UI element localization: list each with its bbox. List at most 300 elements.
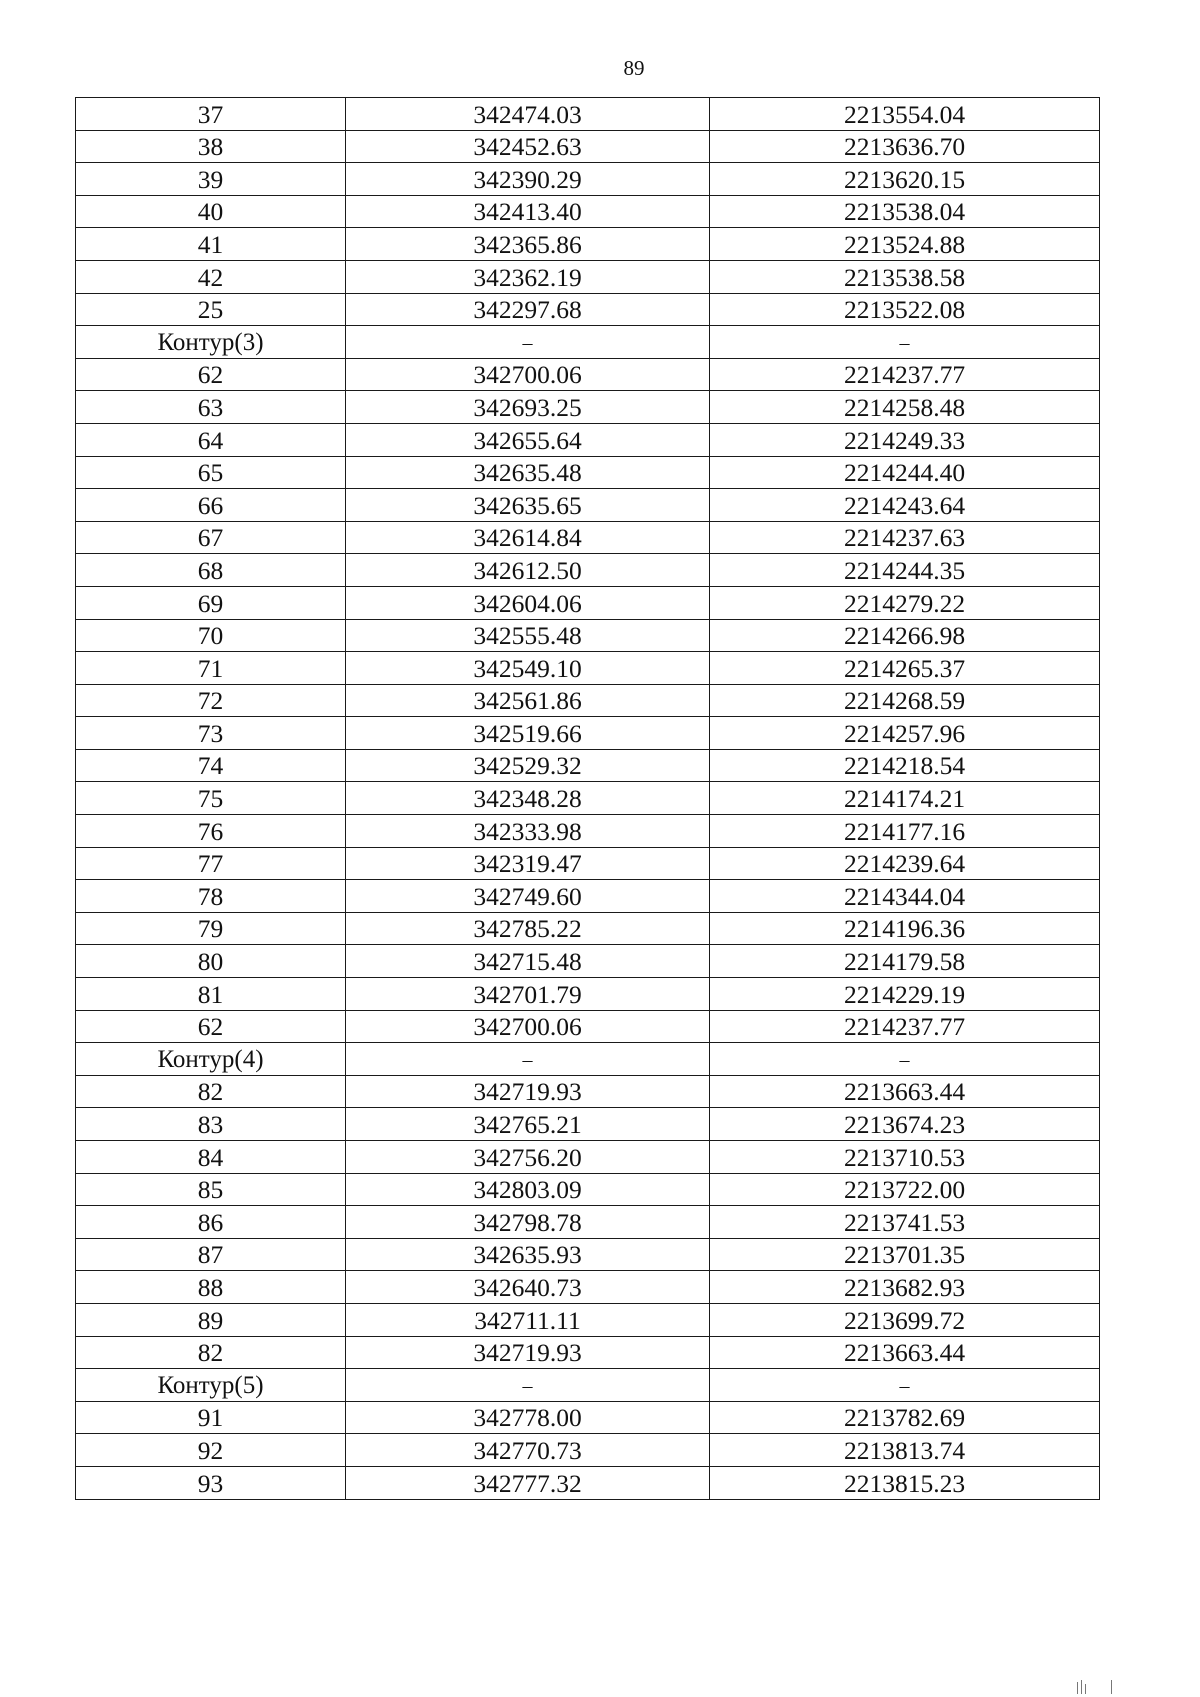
scan-artifact: [1075, 1680, 1115, 1694]
table-row: [76, 1238, 1100, 1271]
point-cell-text: 68: [197, 555, 224, 585]
y-coordinate-cell: [710, 1108, 1100, 1141]
contour-header-row: [76, 1043, 1100, 1076]
table-row: [76, 945, 1100, 978]
point-cell-text: 38: [197, 132, 224, 162]
x-coordinate-cell-text: 342635.48: [473, 458, 582, 488]
point-cell: [76, 554, 346, 587]
y-coordinate-cell: [710, 912, 1100, 945]
x-coordinate-cell: [346, 815, 710, 848]
x-coordinate-cell: [346, 1401, 710, 1434]
point-cell-text: 91: [197, 1403, 224, 1433]
y-coordinate-cell: [710, 554, 1100, 587]
point-cell-text: 79: [197, 914, 224, 944]
y-coordinate-cell: [710, 489, 1100, 522]
point-cell-text: 41: [197, 229, 224, 259]
point-cell: [76, 98, 346, 131]
point-cell: [76, 163, 346, 196]
point-cell: [76, 586, 346, 619]
dash-placeholder: –: [899, 1048, 910, 1071]
x-coordinate-cell: [346, 358, 710, 391]
y-coordinate-cell-text: 2213663.44: [843, 1077, 966, 1107]
dash-placeholder: –: [522, 1048, 533, 1071]
point-cell-text: 62: [197, 1012, 224, 1042]
point-cell-text: 75: [197, 784, 224, 814]
x-coordinate-cell-text: 342635.93: [473, 1240, 582, 1270]
table-row: [76, 1271, 1100, 1304]
point-cell-text: 73: [197, 718, 224, 748]
table-row: [76, 1434, 1100, 1467]
y-coordinate-cell-text: 2214243.64: [843, 490, 966, 520]
x-coordinate-cell-text: 342785.22: [473, 914, 582, 944]
y-coordinate-cell: [710, 880, 1100, 913]
table-row: [76, 978, 1100, 1011]
y-coordinate-cell: [710, 1206, 1100, 1239]
table-row: [76, 1108, 1100, 1141]
y-coordinate-cell: [710, 1434, 1100, 1467]
point-cell-text: 85: [197, 1175, 224, 1205]
point-cell: [76, 978, 346, 1011]
y-coordinate-cell: [710, 1043, 1100, 1076]
x-coordinate-cell-text: 342519.66: [473, 718, 582, 748]
point-cell: [76, 847, 346, 880]
y-coordinate-cell-text: 2214265.37: [843, 653, 966, 683]
y-coordinate-cell: [710, 847, 1100, 880]
x-coordinate-cell: [346, 782, 710, 815]
point-cell: [76, 521, 346, 554]
y-coordinate-cell-text: 2213620.15: [843, 164, 966, 194]
y-coordinate-cell-text: 2213554.04: [843, 99, 966, 129]
table-row: [76, 423, 1100, 456]
y-coordinate-cell: [710, 586, 1100, 619]
x-coordinate-cell: [346, 1434, 710, 1467]
x-coordinate-cell: [346, 456, 710, 489]
x-coordinate-cell-text: 342413.40: [473, 197, 582, 227]
x-coordinate-cell: [346, 1173, 710, 1206]
y-coordinate-cell-text: 2213682.93: [843, 1272, 966, 1302]
y-coordinate-cell: [710, 260, 1100, 293]
point-cell: [76, 1108, 346, 1141]
point-cell-text: 77: [197, 849, 224, 879]
y-coordinate-cell: [710, 456, 1100, 489]
page-number: 89: [623, 56, 645, 80]
point-cell-text: 39: [197, 164, 224, 194]
point-cell: [76, 489, 346, 522]
y-coordinate-cell-text: 2214244.40: [843, 458, 966, 488]
y-coordinate-cell: [710, 423, 1100, 456]
y-coordinate-cell-text: 2214244.35: [843, 555, 966, 585]
point-cell: [76, 195, 346, 228]
point-cell-text: 62: [197, 360, 224, 390]
x-coordinate-cell: [346, 98, 710, 131]
x-coordinate-cell: [346, 1271, 710, 1304]
y-coordinate-cell-text: 2214237.77: [843, 1012, 966, 1042]
x-coordinate-cell: [346, 423, 710, 456]
y-coordinate-cell-text: 2213674.23: [843, 1110, 966, 1139]
x-coordinate-cell-text: 342640.73: [473, 1272, 582, 1302]
y-coordinate-cell: [710, 1173, 1100, 1206]
point-cell-text: 69: [197, 588, 224, 618]
y-coordinate-cell-text: 2214179.58: [843, 947, 966, 977]
x-coordinate-cell-text: 342390.29: [473, 164, 582, 194]
x-coordinate-cell: [346, 945, 710, 978]
x-coordinate-cell: [346, 326, 710, 359]
x-coordinate-cell: [346, 912, 710, 945]
y-coordinate-cell: [710, 358, 1100, 391]
x-coordinate-cell: [346, 749, 710, 782]
y-coordinate-cell-text: 2214239.64: [843, 849, 966, 879]
table-row: [76, 749, 1100, 782]
y-coordinate-cell: [710, 1238, 1100, 1271]
y-coordinate-cell: [710, 228, 1100, 261]
x-coordinate-cell: [346, 130, 710, 163]
point-cell-text: 65: [197, 458, 224, 488]
x-coordinate-cell-text: 342777.32: [473, 1468, 582, 1498]
x-coordinate-cell: [346, 619, 710, 652]
contour-header-row: [76, 326, 1100, 359]
x-coordinate-cell: [346, 1336, 710, 1369]
point-cell: [76, 1369, 346, 1402]
x-coordinate-cell-text: 342614.84: [473, 523, 582, 553]
point-cell: [76, 912, 346, 945]
y-coordinate-cell: [710, 749, 1100, 782]
y-coordinate-cell-text: 2213741.53: [843, 1207, 966, 1237]
table-row: [76, 521, 1100, 554]
point-cell: [76, 326, 346, 359]
point-cell: [76, 782, 346, 815]
table-row: [76, 489, 1100, 522]
x-coordinate-cell-text: 342635.65: [473, 490, 582, 520]
x-coordinate-cell-text: 342711.11: [474, 1305, 581, 1335]
y-coordinate-cell: [710, 163, 1100, 196]
x-coordinate-cell: [346, 1075, 710, 1108]
point-cell-text: 64: [197, 425, 224, 455]
dash-placeholder: –: [899, 331, 910, 354]
y-coordinate-cell-text: 2213699.72: [843, 1305, 966, 1335]
point-cell-text: 71: [197, 653, 224, 683]
y-coordinate-cell-text: 2214257.96: [843, 718, 966, 748]
point-cell: [76, 293, 346, 326]
table-row: [76, 554, 1100, 587]
y-coordinate-cell: [710, 326, 1100, 359]
point-cell: [76, 684, 346, 717]
table-row: [76, 1075, 1100, 1108]
point-cell: [76, 815, 346, 848]
point-cell: [76, 945, 346, 978]
x-coordinate-cell: [346, 391, 710, 424]
y-coordinate-cell-text: 2214249.33: [843, 425, 966, 455]
x-coordinate-cell: [346, 1043, 710, 1076]
x-coordinate-cell: [346, 1010, 710, 1043]
x-coordinate-cell-text: 342803.09: [473, 1175, 582, 1205]
y-coordinate-cell-text: 2213815.23: [843, 1468, 966, 1498]
x-coordinate-cell: [346, 260, 710, 293]
point-cell: [76, 652, 346, 685]
x-coordinate-cell-text: 342555.48: [473, 621, 582, 651]
point-cell-text: 25: [197, 295, 224, 325]
point-cell-text: 40: [197, 197, 224, 227]
x-coordinate-cell: [346, 684, 710, 717]
point-cell: [76, 228, 346, 261]
y-coordinate-cell-text: 2214279.22: [843, 588, 966, 618]
point-cell: [76, 1010, 346, 1043]
x-coordinate-cell: [346, 163, 710, 196]
x-coordinate-cell: [346, 1466, 710, 1499]
x-coordinate-cell-text: 342765.21: [473, 1110, 582, 1139]
table-row: [76, 1466, 1100, 1499]
x-coordinate-cell: [346, 228, 710, 261]
table-row: [76, 98, 1100, 131]
y-coordinate-cell: [710, 391, 1100, 424]
point-cell-text: 78: [197, 881, 224, 911]
table-row: [76, 260, 1100, 293]
table-row: [76, 1336, 1100, 1369]
point-cell: [76, 130, 346, 163]
point-cell: [76, 1336, 346, 1369]
table-row: [76, 586, 1100, 619]
x-coordinate-cell-text: 342715.48: [473, 947, 582, 977]
point-cell-text: 86: [197, 1207, 224, 1237]
y-coordinate-cell-text: 2213813.74: [843, 1435, 966, 1465]
point-cell: [76, 749, 346, 782]
point-cell-text: 67: [197, 523, 224, 553]
x-coordinate-cell-text: 342362.19: [473, 262, 582, 292]
point-cell-text: 70: [197, 621, 224, 651]
table-row: [76, 391, 1100, 424]
point-cell: [76, 1043, 346, 1076]
point-cell-text: 42: [197, 262, 224, 292]
point-cell: [76, 880, 346, 913]
table-row: [76, 195, 1100, 228]
y-coordinate-cell: [710, 717, 1100, 750]
table-row: [76, 1010, 1100, 1043]
y-coordinate-cell: [710, 1010, 1100, 1043]
y-coordinate-cell-text: 2213722.00: [843, 1175, 966, 1205]
y-coordinate-cell: [710, 293, 1100, 326]
table-row: [76, 847, 1100, 880]
point-cell: [76, 1141, 346, 1174]
x-coordinate-cell-text: 342655.64: [473, 425, 582, 455]
x-coordinate-cell: [346, 554, 710, 587]
y-coordinate-cell-text: 2214174.21: [843, 784, 966, 814]
table-row: [76, 1141, 1100, 1174]
table-row: [76, 456, 1100, 489]
y-coordinate-cell-text: 2214196.36: [843, 914, 966, 944]
x-coordinate-cell-text: 342778.00: [473, 1403, 582, 1433]
point-cell-text: Контур(4): [157, 1045, 264, 1073]
x-coordinate-cell-text: 342719.93: [473, 1338, 582, 1368]
y-coordinate-cell-text: 2214237.77: [843, 360, 966, 390]
table-row: [76, 228, 1100, 261]
y-coordinate-cell-text: 2213701.35: [843, 1240, 966, 1270]
y-coordinate-cell-text: 2213522.08: [843, 295, 966, 325]
x-coordinate-cell-text: 342561.86: [473, 686, 582, 716]
point-cell-text: 72: [197, 686, 224, 716]
point-cell-text: 74: [197, 751, 224, 781]
x-coordinate-cell-text: 342319.47: [473, 849, 582, 879]
table-row: [76, 717, 1100, 750]
x-coordinate-cell: [346, 1303, 710, 1336]
point-cell: [76, 1271, 346, 1304]
point-cell: [76, 1206, 346, 1239]
y-coordinate-cell-text: 2213636.70: [843, 132, 966, 162]
point-cell: [76, 717, 346, 750]
y-coordinate-cell: [710, 521, 1100, 554]
point-cell-text: 88: [197, 1272, 224, 1302]
x-coordinate-cell-text: 342333.98: [473, 816, 582, 846]
point-cell-text: 66: [197, 490, 224, 520]
coordinates-table-body: [76, 98, 1100, 1500]
x-coordinate-cell: [346, 489, 710, 522]
table-row: [76, 912, 1100, 945]
point-cell-text: 82: [197, 1077, 224, 1107]
point-cell: [76, 1303, 346, 1336]
x-coordinate-cell-text: 342474.03: [473, 99, 582, 129]
point-cell-text: 89: [197, 1305, 224, 1335]
point-cell-text: 92: [197, 1435, 224, 1465]
point-cell-text: 80: [197, 947, 224, 977]
point-cell-text: Контур(5): [157, 1371, 264, 1399]
table-row: [76, 293, 1100, 326]
y-coordinate-cell: [710, 619, 1100, 652]
y-coordinate-cell-text: 2214266.98: [843, 621, 966, 651]
x-coordinate-cell-text: 342549.10: [473, 653, 582, 683]
point-cell-text: 37: [197, 99, 224, 129]
y-coordinate-cell: [710, 98, 1100, 131]
point-cell: [76, 1075, 346, 1108]
point-cell: [76, 1466, 346, 1499]
point-cell: [76, 260, 346, 293]
x-coordinate-cell-text: 342693.25: [473, 392, 582, 422]
y-coordinate-cell: [710, 782, 1100, 815]
y-coordinate-cell-text: 2213538.04: [843, 197, 966, 227]
x-coordinate-cell-text: 342612.50: [473, 555, 582, 585]
x-coordinate-cell: [346, 978, 710, 1011]
y-coordinate-cell: [710, 815, 1100, 848]
x-coordinate-cell: [346, 293, 710, 326]
y-coordinate-cell-text: 2213538.58: [843, 262, 966, 292]
table-row: [76, 684, 1100, 717]
point-cell: [76, 391, 346, 424]
dash-placeholder: –: [899, 1374, 910, 1397]
point-cell: [76, 423, 346, 456]
y-coordinate-cell-text: 2214177.16: [843, 816, 966, 846]
y-coordinate-cell-text: 2214344.04: [843, 881, 966, 911]
x-coordinate-cell: [346, 1141, 710, 1174]
y-coordinate-cell: [710, 1336, 1100, 1369]
table-row: [76, 1206, 1100, 1239]
x-coordinate-cell: [346, 880, 710, 913]
x-coordinate-cell-text: 342529.32: [473, 751, 582, 781]
point-cell-text: 87: [197, 1240, 224, 1270]
x-coordinate-cell-text: 342770.73: [473, 1435, 582, 1465]
x-coordinate-cell-text: 342604.06: [473, 588, 582, 618]
table-row: [76, 1303, 1100, 1336]
x-coordinate-cell: [346, 1108, 710, 1141]
point-cell: [76, 456, 346, 489]
coordinates-table: [75, 97, 1100, 1500]
point-cell: [76, 1434, 346, 1467]
x-coordinate-cell: [346, 521, 710, 554]
x-coordinate-cell: [346, 652, 710, 685]
x-coordinate-cell-text: 342700.06: [473, 1012, 582, 1042]
table-row: [76, 1401, 1100, 1434]
y-coordinate-cell: [710, 1369, 1100, 1402]
point-cell-text: 82: [197, 1338, 224, 1368]
y-coordinate-cell-text: 2214229.19: [843, 979, 966, 1009]
x-coordinate-cell-text: 342700.06: [473, 360, 582, 390]
x-coordinate-cell-text: 342798.78: [473, 1207, 582, 1237]
y-coordinate-cell-text: 2213663.44: [843, 1338, 966, 1368]
x-coordinate-cell: [346, 195, 710, 228]
y-coordinate-cell: [710, 195, 1100, 228]
point-cell-text: 93: [197, 1468, 224, 1498]
table-row: [76, 1173, 1100, 1206]
point-cell: [76, 1401, 346, 1434]
x-coordinate-cell-text: 342749.60: [473, 881, 582, 911]
y-coordinate-cell: [710, 1271, 1100, 1304]
y-coordinate-cell-text: 2214237.63: [843, 523, 966, 553]
y-coordinate-cell: [710, 130, 1100, 163]
y-coordinate-cell-text: 2213782.69: [843, 1403, 966, 1433]
y-coordinate-cell: [710, 652, 1100, 685]
x-coordinate-cell-text: 342365.86: [473, 229, 582, 259]
table-row: [76, 163, 1100, 196]
contour-header-row: [76, 1369, 1100, 1402]
table-row: [76, 880, 1100, 913]
point-cell: [76, 619, 346, 652]
point-cell-text: 83: [197, 1110, 224, 1139]
dash-placeholder: –: [522, 331, 533, 354]
table-row: [76, 619, 1100, 652]
point-cell-text: 76: [197, 816, 224, 846]
x-coordinate-cell: [346, 1238, 710, 1271]
table-row: [76, 652, 1100, 685]
y-coordinate-cell: [710, 1401, 1100, 1434]
point-cell-text: Контур(3): [157, 328, 264, 356]
table-row: [76, 815, 1100, 848]
x-coordinate-cell-text: 342452.63: [473, 132, 582, 162]
x-coordinate-cell-text: 342348.28: [473, 784, 582, 814]
y-coordinate-cell-text: 2213524.88: [843, 229, 966, 259]
y-coordinate-cell: [710, 1141, 1100, 1174]
y-coordinate-cell-text: 2213710.53: [843, 1142, 966, 1172]
dash-placeholder: –: [522, 1374, 533, 1397]
y-coordinate-cell: [710, 1075, 1100, 1108]
y-coordinate-cell-text: 2214218.54: [843, 751, 966, 781]
y-coordinate-cell: [710, 1466, 1100, 1499]
y-coordinate-cell-text: 2214268.59: [843, 686, 966, 716]
x-coordinate-cell-text: 342297.68: [473, 295, 582, 325]
y-coordinate-cell: [710, 684, 1100, 717]
x-coordinate-cell-text: 342701.79: [473, 979, 582, 1009]
table-row: [76, 130, 1100, 163]
x-coordinate-cell: [346, 1369, 710, 1402]
table-row: [76, 782, 1100, 815]
x-coordinate-cell: [346, 847, 710, 880]
point-cell-text: 84: [197, 1142, 224, 1172]
x-coordinate-cell: [346, 717, 710, 750]
y-coordinate-cell: [710, 978, 1100, 1011]
point-cell: [76, 1238, 346, 1271]
y-coordinate-cell: [710, 1303, 1100, 1336]
point-cell-text: 81: [197, 979, 224, 1009]
x-coordinate-cell: [346, 586, 710, 619]
x-coordinate-cell-text: 342719.93: [473, 1077, 582, 1107]
x-coordinate-cell: [346, 1206, 710, 1239]
point-cell-text: 63: [197, 392, 224, 422]
y-coordinate-cell: [710, 945, 1100, 978]
